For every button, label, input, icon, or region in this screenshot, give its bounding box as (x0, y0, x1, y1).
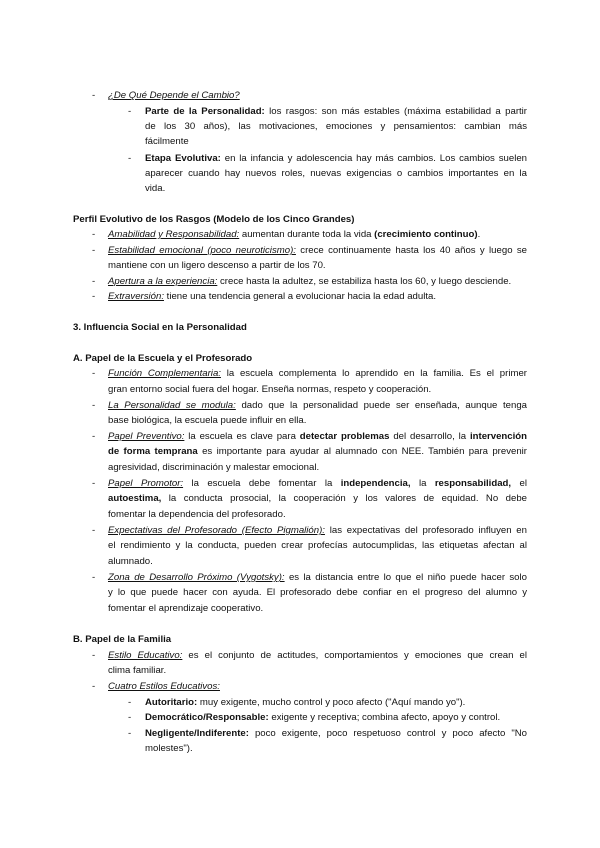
bullet-dash: - (92, 478, 96, 489)
bullet-dash: - (128, 712, 132, 723)
bullet-dash: - (92, 229, 96, 240)
text-line: el rendimiento y la conducta, pueden crear profecías autocumplidas, las etiquetas afectan al (108, 540, 527, 551)
bullet-dash: - (92, 525, 96, 536)
item-zona-desarrollo: Zona de Desarrollo Próximo (Vygotsky): es la distancia entre lo que el niño puede hacer solo (108, 572, 527, 583)
text-line: fomentar el aprendizaje cooperativo. (108, 603, 264, 614)
bullet-dash: - (92, 276, 96, 287)
text-line: fomentar la dependencia del profesorado. (108, 509, 286, 520)
bullet-dash: - (128, 106, 132, 117)
text-line: alumnado. (108, 556, 153, 567)
topic-cambio: ¿De Qué Depende el Cambio? (108, 90, 240, 101)
item-expectativas: Expectativas del Profesorado (Efecto Pigmalión): las expectativas del profesorado influyen en (108, 525, 527, 536)
bullet-title: Parte de la Personalidad: (145, 106, 265, 117)
text-line: agresividad, discriminación y malestar emocional. (108, 462, 320, 473)
heading-influencia-social: 3. Influencia Social en la Personalidad (73, 322, 247, 333)
bullet-dash: - (92, 90, 96, 101)
text-line: fácilmente (145, 136, 189, 147)
bullet-dash: - (92, 681, 96, 692)
estilo-democratico: Democrático/Responsable: exigente y receptiva; combina afecto, apoyo y control. (145, 712, 501, 723)
text-line: de los 30 años), las motivaciones, emociones y pensamientos: cambian más (145, 121, 527, 132)
text-line: molestes"). (145, 743, 193, 754)
bullet-dash: - (92, 650, 96, 661)
item-extraversion: Extraversión: tiene una tendencia general a evolucionar hacia la edad adulta. (108, 291, 437, 302)
text-line: aparecer cuando hay nuevos roles, nuevas exigencias o cambios importantes en la (145, 168, 527, 179)
text-line: gran entorno social fuera del hogar. Enseña normas, respeto y cooperación. (108, 384, 432, 395)
heading-escuela: A. Papel de la Escuela y el Profesorado (73, 353, 253, 364)
heading-familia: B. Papel de la Familia (73, 634, 172, 645)
item-apertura: Apertura a la experiencia: crece hasta la adultez, se estabiliza hasta los 60, y luego desciende. (108, 276, 512, 287)
bullet-dash: - (92, 572, 96, 583)
bullet-dash: - (92, 291, 96, 302)
heading-perfil-evolutivo: Perfil Evolutivo de los Rasgos (Modelo de los Cinco Grandes) (73, 214, 355, 225)
item-funcion-complementaria: Función Complementaria: la escuela complementa lo aprendido en la familia. Es el primer (108, 368, 527, 379)
text-line: base biológica, la escuela puede influir en ella. (108, 415, 307, 426)
bullet-dash: - (92, 368, 96, 379)
bullet-dash: - (92, 400, 96, 411)
text-line: vida. (145, 183, 166, 194)
item-personalidad-modula: La Personalidad se modula: dado que la personalidad puede ser enseñada, aunque tenga (108, 400, 528, 411)
bullet-dash: - (128, 153, 132, 164)
bullet-dash: - (128, 728, 132, 739)
bullet-parte-personalidad: Parte de la Personalidad: los rasgos: son más estables (máxima estabilidad a partir (145, 106, 528, 117)
text-line: de forma temprana es importante para ayudar al alumnado con NEE. También para prevenir (108, 446, 527, 457)
item-papel-preventivo: Papel Preventivo: la escuela es clave para detectar problemas del desarrollo, la intervención (108, 431, 528, 442)
bullet-dash: - (128, 697, 132, 708)
bullet-etapa-evolutiva: Etapa Evolutiva: en la infancia y adolescencia hay más cambios. Los cambios suelen (145, 153, 528, 164)
item-cuatro-estilos: Cuatro Estilos Educativos: (108, 681, 220, 692)
text-line: clima familiar. (108, 665, 167, 676)
item-estabilidad: Estabilidad emocional (poco neuroticismo): crece continuamente hasta los 40 años y luego se (108, 245, 527, 256)
estilo-autoritario: Autoritario: muy exigente, mucho control y poco afecto ("Aquí mando yo"). (145, 697, 466, 708)
item-papel-promotor: Papel Promotor: la escuela debe fomentar la independencia, la responsabilidad, el (108, 478, 527, 489)
text-line: mantiene con un ligero descenso a partir de los 70. (108, 260, 326, 271)
bullet-dash: - (92, 245, 96, 256)
estilo-negligente: Negligente/Indiferente: poco exigente, poco respetuoso control y poco afecto "No (145, 728, 527, 739)
text-line: autoestima, la conducta prosocial, la cooperación y los valores de equidad. No debe (108, 493, 527, 504)
item-amabilidad: Amabilidad y Responsabilidad: aumentan durante toda la vida (crecimiento continuo). (108, 229, 481, 240)
item-estilo-educativo: Estilo Educativo: es el conjunto de actitudes, comportamientos y emociones que crean el (108, 650, 527, 661)
text-line: y lo que puede hacer con ayuda. El profesorado debe confiar en el progreso del alumno y (108, 587, 527, 598)
bullet-title: Etapa Evolutiva: (145, 153, 221, 164)
bullet-dash: - (92, 431, 96, 442)
